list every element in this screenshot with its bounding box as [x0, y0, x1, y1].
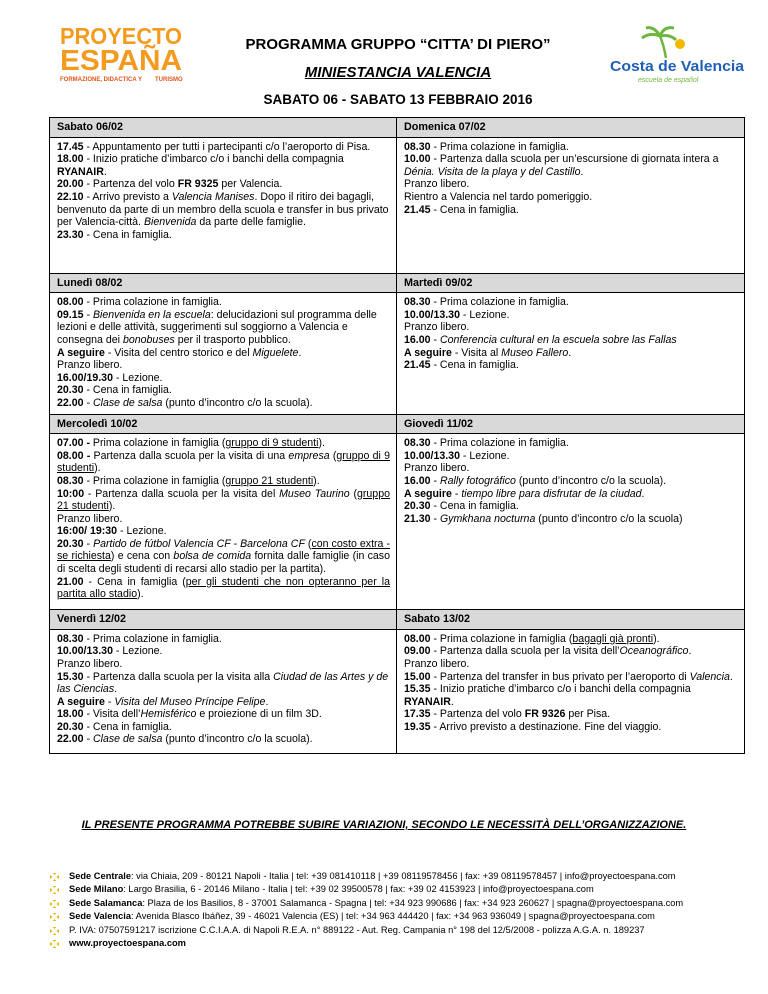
entry-text: 22.10: [57, 190, 84, 203]
schedule-entry: [404, 645, 738, 658]
day-heading-gio11: Giovedì 11/02: [397, 414, 745, 434]
schedule-entry: [57, 513, 390, 526]
palm-tree-icon: [642, 28, 685, 58]
entry-text: 19.35: [404, 720, 431, 733]
entry-text: - Lezione.: [117, 525, 167, 538]
entry-text: 23.30: [57, 228, 84, 241]
entry-text: gruppo 21 studenti: [57, 487, 390, 513]
entry-text: 10:00: [57, 487, 85, 500]
logo-tagline-a: FORMAZIONE, DIDACTICA Y: [60, 77, 142, 83]
entry-text: bonobuses: [122, 333, 175, 346]
entry-text: Pranzo libero.: [57, 657, 123, 670]
entry-text: - Lezione.: [112, 371, 163, 384]
schedule-entry: [404, 347, 738, 360]
schedule-entry: [57, 645, 390, 658]
entry-text: Dénia. Visita de la playa y del Castillo: [404, 165, 581, 178]
entry-text: Bienvenida en la escuela: [92, 308, 211, 321]
entry-text: - Cena in famiglia.: [430, 203, 519, 216]
entry-text: gruppo di 9 studenti: [57, 449, 390, 475]
footer-label: Sede Centrale: [69, 871, 132, 881]
entry-text: 20.30: [57, 537, 84, 550]
entry-text: .: [729, 670, 733, 683]
footer-text: : Plaza de los Basilios, 8 - 37001 Salamanca - Spagna | tel: +34 923 990686 | fax: +34 923 260627 | spagna@proyectoespana.com: [142, 897, 684, 908]
footer-label: Sede Salamanca: [69, 897, 143, 908]
entry-text: - Prima colazione in famiglia.: [430, 140, 569, 153]
entry-text: (punto d’incontro c/o la scuola).: [162, 396, 313, 409]
footer-label: Sede Milano: [69, 884, 124, 895]
entry-text: Conferencia cultural en la escuela sobre las Fallas: [439, 333, 677, 346]
schedule-entry: [57, 437, 390, 450]
schedule-entry: [57, 178, 390, 191]
table-row: [50, 293, 745, 414]
entry-text: 15.00: [404, 670, 431, 683]
entry-text: ).: [137, 588, 144, 601]
schedule-entry: [57, 229, 390, 242]
entry-text: 21.30: [404, 512, 431, 525]
entry-text: -: [451, 487, 462, 500]
schedule-entry: [57, 296, 390, 309]
entry-text: tiempo libre para disfrutar de la ciudad: [461, 487, 642, 500]
entry-text: per Valencia.: [218, 178, 283, 191]
entry-text: Pranzo libero.: [404, 462, 470, 475]
entry-text: Hemisférico: [140, 708, 197, 721]
day-heading-lun08: Lunedì 08/02: [50, 273, 397, 293]
entry-text: -: [430, 333, 440, 346]
footer-label: Sede Valencia: [69, 911, 132, 922]
schedule-entry: [57, 525, 390, 538]
footer-line: [50, 883, 750, 896]
schedule-entry: [57, 153, 390, 178]
entry-text: .: [450, 695, 454, 708]
entry-text: 22.00: [57, 396, 84, 409]
entry-text: - Prima colazione in famiglia.: [430, 437, 569, 450]
day-cell-ven12: [50, 629, 397, 753]
entry-text: FR 9325: [177, 178, 219, 191]
entry-text: 17.35: [404, 708, 431, 721]
table-row: [50, 629, 745, 753]
day-cell-sab13: [397, 629, 745, 753]
program-subtitle: MINIESTANCIA VALENCIA: [304, 64, 492, 81]
day-cell-gio11: [397, 434, 745, 610]
footer: [50, 870, 750, 950]
entry-text: 10.00/13.30: [404, 449, 460, 462]
entry-text: -: [83, 733, 93, 746]
entry-text: 10.00: [404, 153, 431, 166]
entry-text: .: [568, 346, 572, 359]
schedule-entry: [404, 359, 738, 372]
entry-text: 09.15: [57, 308, 84, 321]
entry-text: Clase de salsa: [92, 396, 163, 409]
entry-text: 20.30: [404, 500, 431, 513]
schedule-entry: [404, 475, 738, 488]
entry-text: 08.30: [404, 296, 431, 309]
entry-text: - Partenza del volo: [83, 178, 178, 191]
entry-text: Oceanográfico: [619, 645, 689, 658]
entry-text: - Prima colazione in famiglia.: [83, 296, 222, 309]
schedule-entry: [404, 191, 738, 204]
entry-text: Pranzo libero.: [404, 657, 470, 670]
schedule-entry: [57, 658, 390, 671]
entry-text: - Arrivo previsto a destinazione. Fine del viaggio.: [430, 720, 662, 733]
entry-text: 08.30: [57, 632, 84, 645]
schedule-entry: [404, 309, 738, 322]
header: [200, 34, 596, 110]
entry-text: Pranzo libero.: [57, 512, 123, 525]
entry-text: A seguire: [57, 695, 105, 708]
table-row: [50, 137, 745, 273]
entry-text: empresa: [288, 449, 330, 462]
entry-text: ).: [318, 437, 325, 450]
entry-text: 08.00: [57, 296, 84, 309]
table-row-header: [50, 118, 745, 138]
entry-text: .: [641, 487, 645, 500]
program-title: PROGRAMMA GRUPPO “CITTA’ DI PIERO”: [245, 36, 551, 53]
entry-text: - Prima colazione in famiglia.: [430, 296, 569, 309]
entry-text: 16.00: [404, 474, 431, 487]
entry-text: (punto d’incontro c/o la scuola).: [515, 474, 667, 487]
entry-text: ).: [313, 474, 320, 487]
schedule-entry: [404, 321, 738, 334]
entry-text: 07.00 -: [57, 437, 90, 450]
entry-text: 18.00: [57, 708, 84, 721]
diamond-bullet-icon: [50, 873, 59, 881]
entry-text: 16:00/ 19:30: [57, 525, 118, 538]
day-cell-sab06: [50, 137, 397, 273]
schedule-entry: [404, 462, 738, 475]
diamond-bullet-icon: [50, 927, 59, 935]
table-row-header: [50, 610, 745, 630]
entry-text: RYANAIR: [404, 695, 451, 708]
entry-text: Valencia Manises: [171, 190, 255, 203]
entry-text: - Cena in famiglia.: [83, 228, 172, 241]
entry-text: .: [298, 346, 302, 359]
schedule-entry: [404, 178, 738, 191]
schedule-entry: [404, 153, 738, 178]
day-heading-mer10: Mercoledì 10/02: [50, 414, 397, 434]
schedule-entry: [404, 658, 738, 671]
entry-text: Prima colazione in famiglia (: [89, 437, 226, 450]
entry-text: Bienvenida: [143, 216, 197, 229]
entry-text: Partenza dalla scuola per la visita di una: [90, 449, 289, 462]
entry-text: - Lezione.: [459, 449, 510, 462]
day-cell-lun08: [50, 293, 397, 414]
table-row-header: [50, 273, 745, 293]
entry-text: con costo extra - se richiesta: [57, 537, 390, 563]
logo-word-1: PROYECTO: [60, 23, 182, 49]
diamond-bullet-icon: [50, 900, 59, 908]
entry-text: 10.00/13.30: [57, 645, 113, 658]
entry-text: 08.30: [404, 437, 431, 450]
schedule-entry: [57, 309, 390, 347]
entry-text: 08.00: [404, 632, 431, 645]
schedule-entry: [404, 683, 738, 708]
entry-text: RYANAIR: [57, 165, 104, 178]
entry-text: .: [265, 695, 269, 708]
entry-text: - Appuntamento per tutti i partecipanti c/o l’aeroporto di Pisa.: [83, 140, 371, 153]
entry-text: - Cena in famiglia.: [430, 359, 519, 372]
program-dates: SABATO 06 - SABATO 13 FEBBRAIO 2016: [263, 92, 533, 107]
entry-text: -: [83, 308, 93, 321]
footer-text: : Avenida Blasco Ibáñez, 39 - 46021 Valencia (ES) | tel: +34 963 444420 | fax: +34 963 936049 | spagna@proyectoespana.com: [131, 911, 655, 922]
entry-text: Pranzo libero.: [404, 178, 470, 191]
diamond-bullet-icon: [50, 913, 59, 921]
entry-text: A seguire: [404, 346, 452, 359]
entry-text: - Inizio pratiche d’imbarco c/o i banchi della compagnia: [430, 683, 691, 696]
day-heading-dom07: Domenica 07/02: [397, 118, 745, 138]
entry-text: 20.00: [57, 178, 84, 191]
entry-text: Rientro a Valencia nel tardo pomeriggio.: [404, 190, 593, 203]
entry-text: Ciudad de las Artes y de las Ciencias: [57, 670, 389, 696]
day-heading-sab06: Sabato 06/02: [50, 118, 397, 138]
entry-text: : delucidazioni sul programma delle lezioni e delle attività, suggerimenti sul soggiorno a Valencia e consegna dei: [57, 308, 377, 346]
entry-text: fornita dalle famiglie (in caso di scelta degli studenti di recarsi allo stadio per la partita).: [57, 550, 390, 576]
diamond-bullet-icon: [50, 940, 59, 948]
entry-text: bagagli già pronti: [572, 632, 654, 645]
logo-word-2: ESPAÑA: [60, 45, 179, 77]
schedule-entry: [404, 141, 738, 154]
schedule-entry: [57, 671, 390, 696]
entry-text: Museo Taurino: [279, 487, 350, 500]
entry-text: ) e cena con: [110, 550, 174, 563]
entry-text: per il trasporto pubblico.: [174, 333, 291, 346]
entry-text: bolsa de comida: [173, 550, 252, 563]
footer-line: [50, 937, 750, 950]
schedule-entry: [57, 633, 390, 646]
footer-text: : via Chiaia, 209 - 80121 Napoli - Italia | tel: +39 081410118 | +39 08119578456 | fax: +39 08119578457 | info@proyectoespana.com: [131, 871, 676, 881]
costa-de-valencia-logo: [606, 24, 748, 86]
entry-text: e proiezione di un film 3D.: [196, 708, 322, 721]
entry-text: Visita del Museo Príncipe Felipe: [114, 695, 266, 708]
entry-text: 18.00: [57, 153, 84, 166]
day-heading-sab13: Sabato 13/02: [397, 610, 745, 630]
entry-text: - Partenza dalla scuola per la visita alla: [83, 670, 274, 683]
entry-text: Museo Fallero: [501, 346, 569, 359]
entry-text: (: [349, 487, 357, 500]
entry-text: 17.45: [57, 140, 84, 153]
entry-text: (: [329, 449, 337, 462]
schedule-entry: [57, 372, 390, 385]
entry-text: -: [430, 474, 440, 487]
entry-text: - Arrivo previsto a: [83, 190, 172, 203]
entry-text: ).: [108, 500, 116, 513]
entry-text: 20.30: [57, 384, 84, 397]
footer-label[interactable]: www.proyectoespana.com: [69, 938, 186, 949]
schedule-table: [49, 117, 745, 754]
entry-text: Valencia: [689, 670, 730, 683]
entry-text: .: [103, 165, 107, 178]
logo-tagline: escuela de español: [638, 77, 699, 84]
footer-line: [50, 897, 750, 910]
entry-text: 15.30: [57, 670, 84, 683]
schedule-entry: [57, 191, 390, 229]
schedule-entry: [57, 397, 390, 410]
entry-text: (punto d’incontro c/o la scuola).: [162, 733, 313, 746]
schedule-entry: [57, 708, 390, 721]
entry-text: Gymkhana nocturna: [439, 512, 536, 525]
day-heading-mar09: Martedì 09/02: [397, 273, 745, 293]
entry-text: 16.00/19.30: [57, 371, 113, 384]
entry-text: 08.00 -: [57, 449, 91, 462]
schedule-entry: [57, 721, 390, 734]
entry-text: .: [580, 165, 584, 178]
entry-text: -: [83, 396, 93, 409]
schedule-entry: [404, 204, 738, 217]
entry-text: da parte delle famiglie.: [196, 216, 306, 229]
schedule-entry: [404, 721, 738, 734]
entry-text: .: [688, 645, 692, 658]
entry-text: Rally fotográfico: [439, 474, 516, 487]
entry-text: ).: [94, 462, 101, 475]
entry-text: - Cena in famiglia.: [83, 384, 172, 397]
entry-text: -: [104, 695, 115, 708]
logo-tagline-b: TURISMO: [155, 77, 183, 83]
schedule-entry: [404, 488, 738, 501]
entry-text: - Partenza del volo: [430, 708, 525, 721]
footer-line: [50, 924, 750, 937]
schedule-entry: [404, 296, 738, 309]
schedule-entry: [57, 475, 390, 488]
schedule-entry: [404, 633, 738, 646]
schedule-entry: [404, 437, 738, 450]
entry-text: - Cena in famiglia.: [430, 500, 519, 513]
entry-text: 20.30: [57, 720, 84, 733]
day-heading-ven12: Venerdì 12/02: [50, 610, 397, 630]
entry-text: per Pisa.: [565, 708, 611, 721]
schedule-entry: [57, 450, 390, 475]
entry-text: (: [304, 537, 312, 550]
schedule-entry: [57, 384, 390, 397]
entry-text: 21.45: [404, 203, 431, 216]
entry-text: Pranzo libero.: [57, 359, 123, 372]
entry-text: Pranzo libero.: [404, 321, 470, 334]
schedule-entry: [404, 334, 738, 347]
entry-text: - Prima colazione in famiglia.: [83, 632, 222, 645]
entry-text: Miguelete: [252, 346, 299, 359]
entry-text: - Visita del centro storico e del: [104, 346, 253, 359]
entry-text: .: [114, 683, 118, 696]
entry-text: 22.00: [57, 733, 84, 746]
schedule-entry: [57, 576, 390, 601]
entry-text: Partido de fútbol Valencia CF - Barcelona CF: [93, 537, 305, 550]
footer-text: P. IVA: 07507591217 iscrizione C.C.I.A.A. di Napoli R.E.A. n° 889122 - Aut. Reg. Campania n° 198 del 12/5/2008 - polizza A.G.A. n. 189237: [69, 924, 645, 935]
footer-line: [50, 910, 750, 923]
table-row: [50, 434, 745, 610]
entry-text: 09.00: [404, 645, 431, 658]
entry-text: - Prima colazione in famiglia (: [430, 632, 573, 645]
entry-text: gruppo di 9 studenti: [225, 437, 319, 450]
entry-text: - Partenza del transfer in bus privato per l’aeroporto di: [430, 670, 690, 683]
day-cell-mar09: [397, 293, 745, 414]
schedule-entry: [404, 708, 738, 721]
entry-text: 10.00/13.30: [404, 308, 460, 321]
entry-text: gruppo 21 studenti: [225, 474, 314, 487]
footer-line: [50, 870, 750, 883]
entry-text: A seguire: [404, 487, 452, 500]
entry-text: 21.45: [404, 359, 431, 372]
entry-text: - Partenza dalla scuola per la visita dell’: [430, 645, 620, 658]
entry-text: -: [83, 537, 94, 550]
entry-text: - Lezione.: [459, 308, 510, 321]
table-row-header: [50, 414, 745, 434]
disclaimer-note: IL PRESENTE PROGRAMMA POTREBBE SUBIRE VARIAZIONI, SECONDO LE NECESSITÀ DELL’ORGANIZZAZIONE.: [81, 819, 687, 831]
day-cell-mer10: [50, 434, 397, 610]
entry-text: - Visita al: [451, 346, 502, 359]
logo-name: Costa de Valencia: [610, 59, 746, 75]
entry-text: (punto d’incontro c/o la scuola): [535, 512, 683, 525]
proyecto-espana-logo: [58, 20, 188, 90]
day-cell-dom07: [397, 137, 745, 273]
schedule-entry: [57, 359, 390, 372]
entry-text: FR 9326: [524, 708, 566, 721]
footer-text: : Largo Brasilia, 6 - 20146 Milano - Italia | tel: +39 02 39500578 | fax: +39 02 4153923 | info@proyectoespana.com: [123, 884, 594, 895]
entry-text: per gli studenti che non opteranno per la partita allo stadio: [57, 575, 390, 601]
schedule-entry: [404, 450, 738, 463]
diamond-bullet-icon: [50, 886, 59, 894]
entry-text: - Prima colazione in famiglia (: [83, 474, 226, 487]
schedule-entry: [57, 733, 390, 746]
entry-text: 08.30: [404, 140, 431, 153]
entry-text: - Cena in famiglia.: [83, 720, 172, 733]
schedule-entry: [57, 696, 390, 709]
entry-text: 08.30: [57, 474, 84, 487]
entry-text: - Partenza dalla scuola per la visita del: [84, 487, 280, 500]
entry-text: - Inizio pratiche d’imbarco c/o i banchi della compagnia: [83, 153, 344, 166]
schedule-entry: [404, 513, 738, 526]
entry-text: ).: [653, 632, 660, 645]
entry-text: 21.00: [57, 575, 84, 588]
entry-text: 15.35: [404, 683, 431, 696]
schedule-entry: [57, 538, 390, 576]
schedule-entry: [57, 347, 390, 360]
entry-text: . Dopo il ritiro dei bagagli, benvenuto da parte di un membro della scuola e transfer in bus privato per Valencia-città.: [57, 190, 389, 229]
entry-text: - Partenza dalla scuola per un’escursione di giornata intera a: [430, 153, 719, 166]
entry-text: -: [430, 512, 440, 525]
schedule-entry: [57, 488, 390, 513]
entry-text: - Lezione.: [112, 645, 163, 658]
schedule-entry: [57, 141, 390, 154]
schedule-entry: [404, 500, 738, 513]
entry-text: - Visita dell’: [83, 708, 141, 721]
entry-text: 16.00: [404, 333, 431, 346]
schedule-entry: [404, 671, 738, 684]
entry-text: Clase de salsa: [92, 733, 163, 746]
entry-text: A seguire: [57, 346, 105, 359]
entry-text: - Cena in famiglia (: [83, 575, 186, 588]
